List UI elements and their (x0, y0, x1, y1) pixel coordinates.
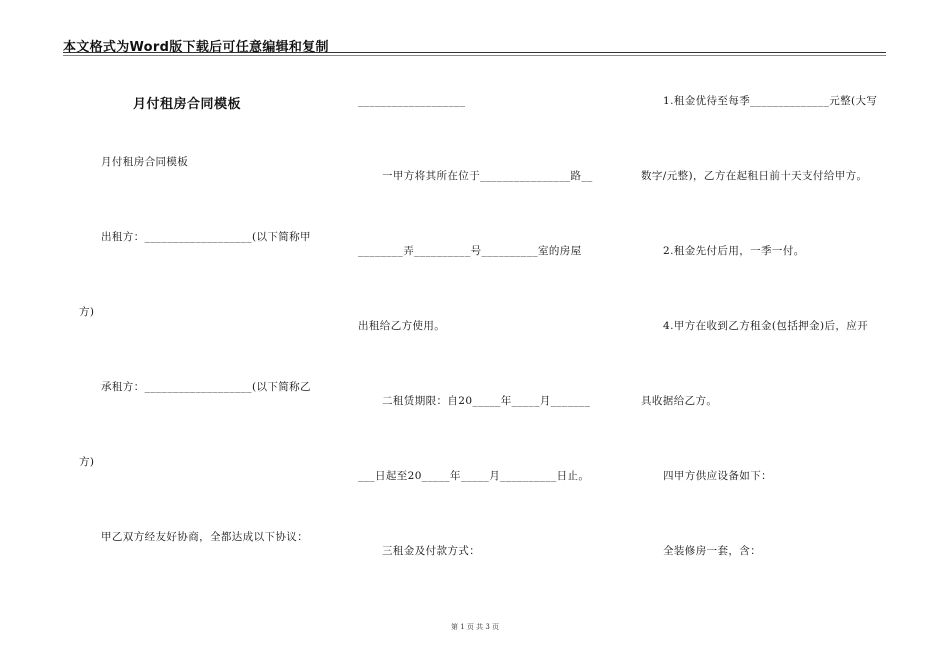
paragraph-line: 数字/元整)，乙方在起租日前十天支付给甲方。 (641, 170, 868, 182)
paragraph-line: 一甲方将其所在位于________________路__ (382, 170, 593, 182)
paragraph-line: 具收据给乙方。 (641, 395, 718, 407)
paragraph-line: 4.甲方在收到乙方租金(包括押金)后，应开 (663, 320, 869, 332)
paragraph-line: ________弄__________号__________室的房屋 (358, 245, 582, 257)
document-title: 月付租房合同模板 (133, 97, 242, 112)
paragraph-line: 出租给乙方使用。 (358, 320, 446, 332)
paragraph-line: 全装修房一套，含： (663, 545, 762, 557)
paragraph-line: 1.租金优待至每季______________元整(大写 (663, 95, 878, 107)
paragraph-line: ___日起至20_____年_____月__________日止。 (358, 470, 590, 482)
paragraph-line: 二租赁期限：自20_____年_____月_______ (382, 395, 591, 407)
paragraph-line: 甲乙双方经友好协商，全都达成以下协议： (101, 531, 309, 543)
header-rule-secondary (63, 55, 886, 56)
paragraph-line: 月付租房合同模板 (101, 156, 189, 168)
page-number: 第 1 页 共 3 页 (450, 623, 500, 631)
paragraph-line: 三租金及付款方式： (382, 545, 481, 557)
paragraph-line: 方) (79, 306, 95, 318)
paragraph-line: 四甲方供应设备如下： (663, 470, 772, 482)
paragraph-line: 出租方：___________________(以下简称甲 (101, 231, 311, 243)
paragraph-line: 2.租金先付后用，一季一付。 (663, 245, 805, 257)
document-banner: 本文格式为Word版下载后可任意编辑和复制 (63, 40, 329, 55)
paragraph-line: 方) (79, 456, 95, 468)
paragraph-line: 承租方：___________________(以下简称乙 (101, 381, 311, 393)
header-rule (63, 52, 886, 53)
paragraph-line: ___________________ (358, 95, 466, 107)
